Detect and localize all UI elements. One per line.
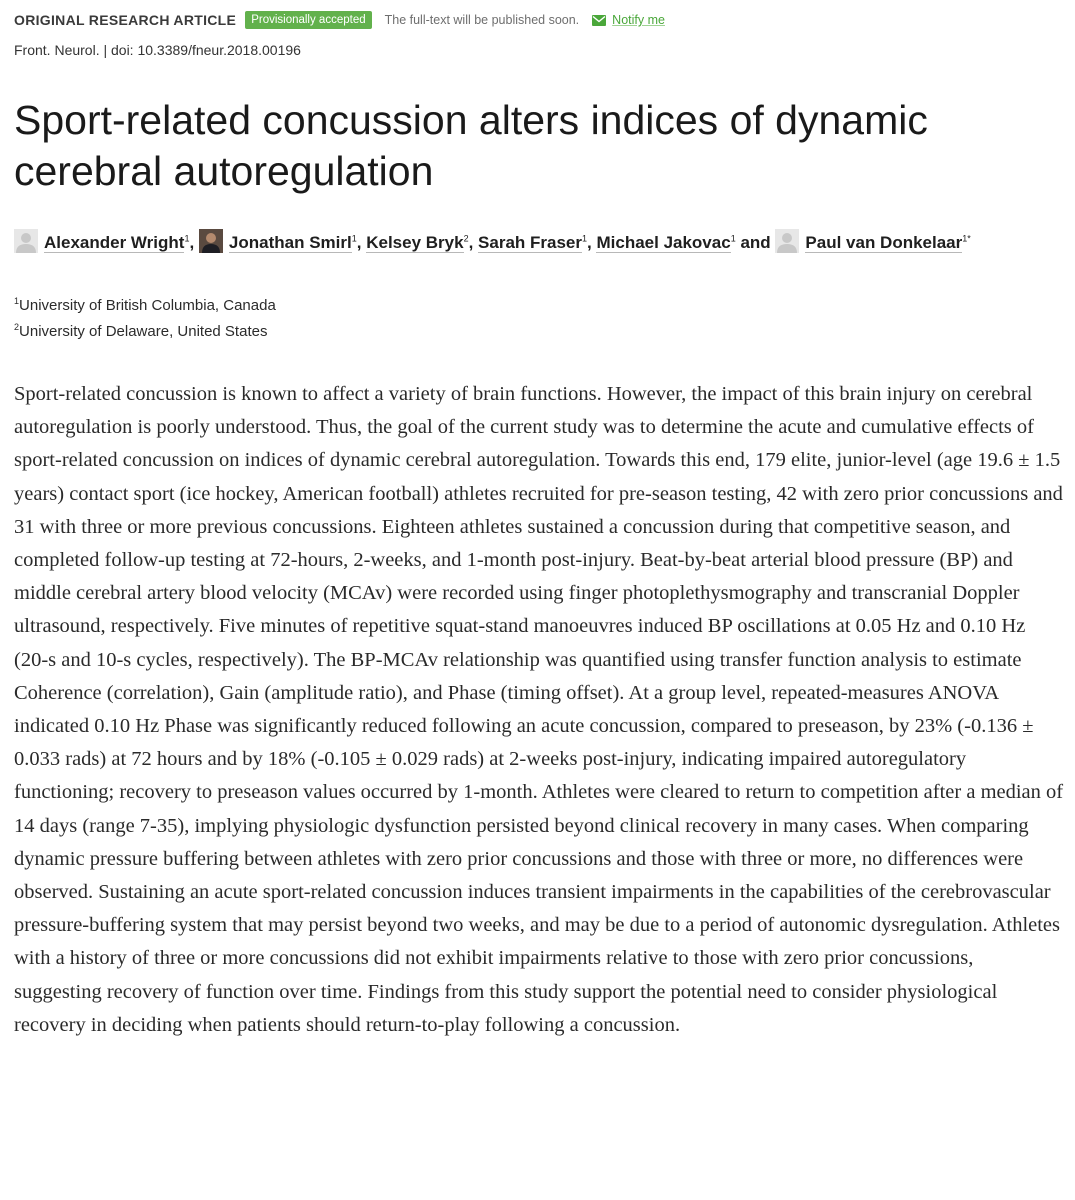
author-list (14, 229, 1044, 257)
author-affil-ref: 1 (351, 233, 357, 244)
notify-me-label: Notify me (612, 13, 665, 27)
author-name: Alexander Wright (44, 233, 185, 252)
author-photo (199, 229, 223, 253)
article-type-label: ORIGINAL RESEARCH ARTICLE (14, 12, 237, 28)
author-separator: , (189, 233, 195, 252)
avatar-placeholder-icon (14, 229, 38, 253)
affiliation-number: 1 (14, 296, 20, 306)
avatar-placeholder-icon (775, 229, 799, 253)
author-separator: , (468, 233, 474, 252)
author-name: Sarah Fraser (478, 233, 582, 252)
author-separator: , (587, 233, 592, 252)
notify-me-link[interactable] (592, 13, 665, 27)
affiliation-text: University of British Columbia, Canada (19, 297, 276, 314)
status-badge: Provisionally accepted (245, 11, 371, 29)
article-header-bar (14, 9, 665, 31)
author-affil-ref: 1* (962, 233, 971, 244)
author-item[interactable] (596, 233, 735, 252)
author-name: Michael Jakovac (596, 233, 731, 252)
author-affil-ref: 1 (582, 233, 588, 244)
author-separator: , (356, 233, 362, 252)
envelope-icon (592, 15, 606, 26)
affiliation-item (14, 319, 276, 345)
author-affil-ref: 1 (730, 233, 736, 244)
status-text: The full-text will be published soon. (384, 13, 580, 27)
author-name: Paul van Donkelaar (805, 233, 963, 252)
author-separator-and: and (740, 233, 771, 252)
author-affil-ref: 2 (463, 233, 469, 244)
article-title: Sport-related concussion alters indices of dynamic cerebral autoregulation (14, 97, 928, 194)
author-item[interactable] (199, 233, 357, 252)
author-item[interactable] (14, 233, 189, 252)
affiliation-item (14, 293, 276, 319)
affiliation-number: 2 (14, 322, 20, 332)
author-name: Jonathan Smirl (228, 233, 352, 252)
affiliation-list (14, 293, 276, 345)
author-name: Kelsey Bryk (366, 233, 464, 252)
author-item[interactable] (478, 233, 587, 252)
author-item[interactable] (775, 233, 970, 252)
abstract-text: Sport-related concussion is known to affect a variety of brain functions. However, the impact of this brain injury on cerebral autoregulation is poorly understood. Thus, the goal of the current study was to determine the acute and cumulative effects of sport-related concussion on indices of dynamic cerebral autoregulation. Towards this end, 179 elite, junior-level (age 19.6 ± 1.5 years) contact sport (ice hockey, American football) athletes recruited for pre-season testing, 42 with zero prior concussions and 31 with three or more previous concussions. Eighteen athletes sustained a concussion during that competitive season, and completed follow-up testing at 72-hours, 2-weeks, and 1-month post-injury. Beat-by-beat arterial blood pressure (BP) and middle cerebral artery blood velocity (MCAv) were recorded using finger photoplethysmography and transcranial Doppler ultrasound, respectively. Five minutes of repetitive squat-stand manoeuvres induced BP oscillations at 0.05 Hz and 0.10 Hz (20-s and 10-s cycles, respectively). The BP-MCAv relationship was quantified using transfer function analysis to estimate Coherence (correlation), Gain (amplitude ratio), and Phase (timing offset). At a group level, repeated-measures ANOVA indicated 0.10 Hz Phase was significantly reduced following an acute concussion, compared to preseason, by 23% (-0.136 ± 0.033 rads) at 72 hours and by 18% (-0.105 ± 0.029 rads) at 2-weeks post-injury, indicating impaired autoregulatory functioning; recovery to preseason values occurred by 1-month. Athletes were cleared to return to competition after a median of 14 days (range 7-35), implying physiologic dysfunction persisted beyond clinical recovery in many cases. When comparing dynamic pressure buffering between athletes with zero prior concussions and those with three or more, no differences were observed. Sustaining an acute sport-related concussion induces transient impairments in the capabilities of the cerebrovascular pressure-buffering system that may persist beyond two weeks, and may be due to a period of autonomic dysregulation. Athletes with a history of three or more concussions did not exhibit impairments relative to those with zero prior concussions, suggesting recovery of function over time. Findings from this study support the potential need to consider physiological recovery in deciding when patients should return-to-play following a concussion. (14, 383, 1064, 1036)
author-item[interactable] (366, 233, 468, 252)
author-affil-ref: 1 (184, 233, 190, 244)
citation-doi[interactable]: Front. Neurol. | doi: 10.3389/fneur.2018.00196 (14, 42, 301, 58)
affiliation-text: University of Delaware, United States (19, 323, 268, 340)
